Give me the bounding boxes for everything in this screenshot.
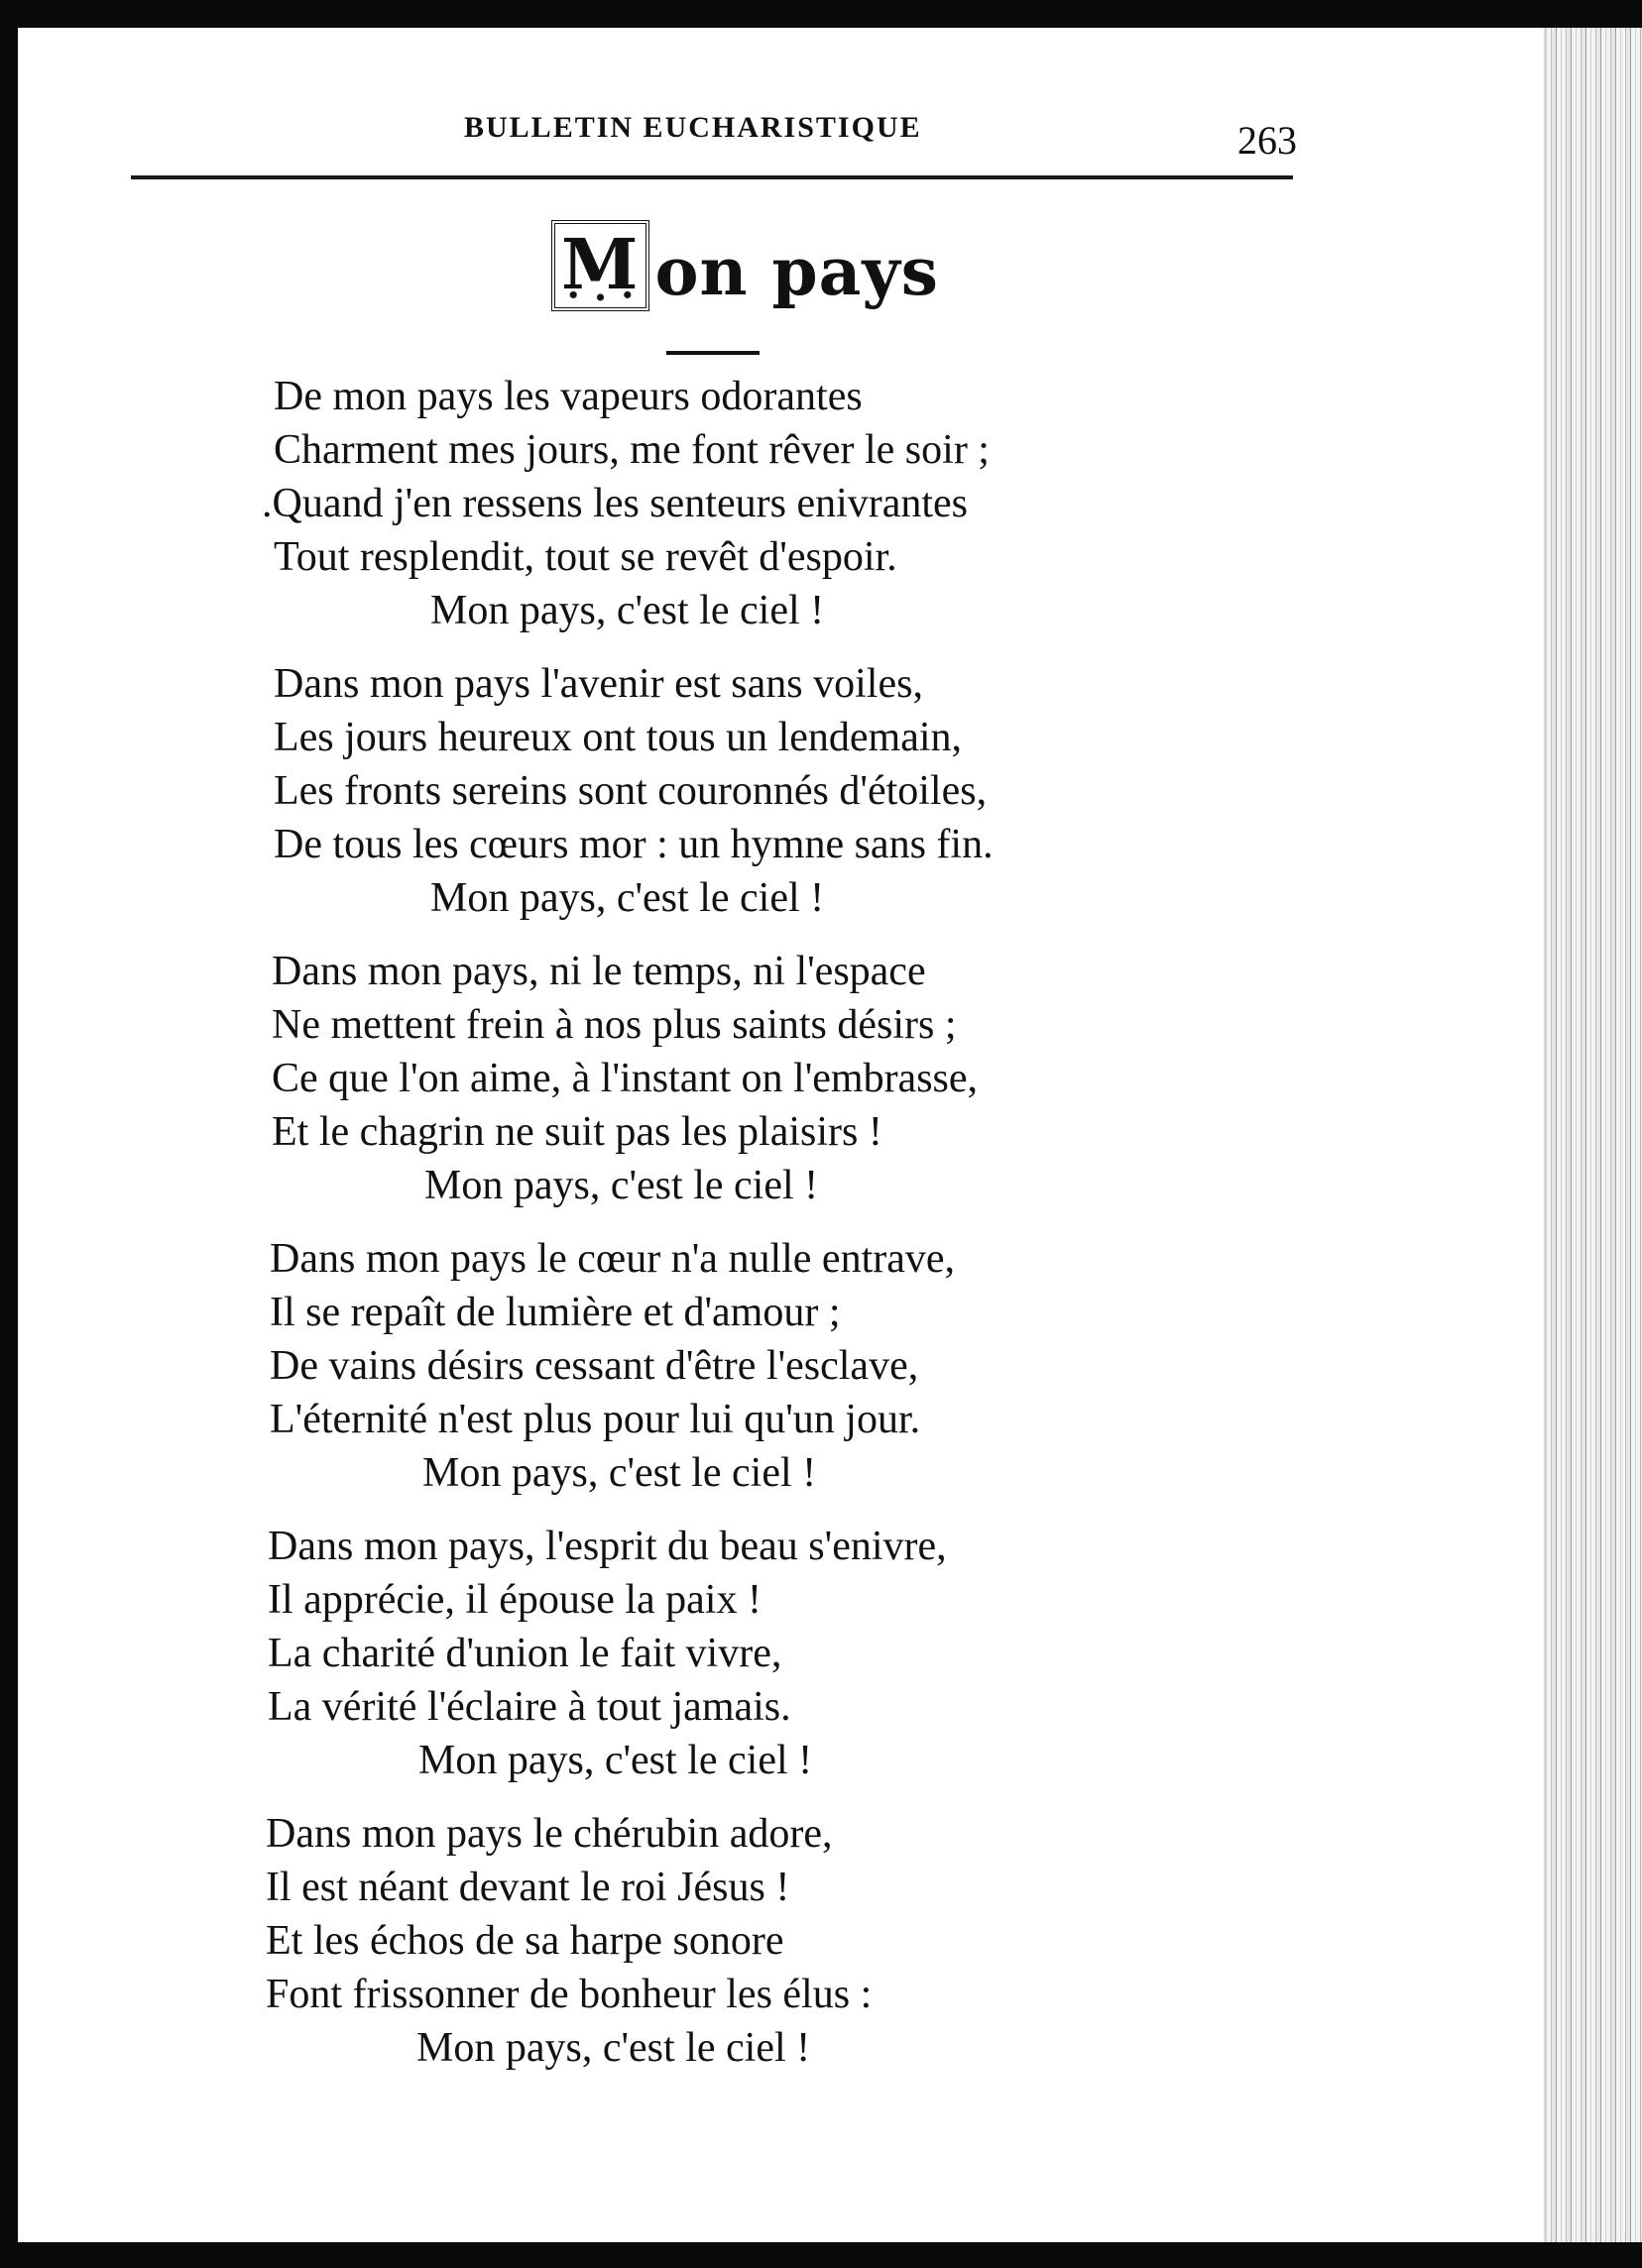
verse-line: De tous les cœurs mor : un hymne sans fin. (274, 822, 994, 867)
refrain: Mon pays, c'est le ciel ! (422, 1450, 817, 1496)
title-text: on pays (654, 233, 939, 310)
verse-line: L'éternité n'est plus pour lui qu'un jour. (270, 1397, 921, 1442)
verse-line: Les fronts sereins sont couronnés d'étoiles, (274, 768, 988, 814)
verse-line: Tout resplendit, tout se revêt d'espoir. (274, 534, 897, 580)
verse-line: Ne mettent frein à nos plus saints désirs ; (272, 1002, 957, 1048)
verse-line: De mon pays les vapeurs odorantes (274, 374, 863, 419)
verse-line: Il se repaît de lumière et d'amour ; (270, 1290, 841, 1335)
running-title: BULLETIN EUCHARISTIQUE (464, 111, 922, 144)
verse-line: Charment mes jours, me font rêver le soir ; (274, 427, 990, 473)
verse-line: Dans mon pays, l'esprit du beau s'enivre, (268, 1524, 947, 1569)
verse-line: Et le chagrin ne suit pas les plaisirs ! (272, 1109, 882, 1155)
ornamental-initial: M (551, 220, 649, 311)
verse-line: Dans mon pays le chérubin adore, (266, 1811, 833, 1857)
page-number: 263 (1237, 118, 1297, 163)
verse-line: La charité d'union le fait vivre, (268, 1631, 782, 1676)
verse-line: Il apprécie, il épouse la paix ! (268, 1577, 762, 1623)
refrain: Mon pays, c'est le ciel ! (418, 1738, 813, 1783)
verse-line: Il est néant devant le roi Jésus ! (266, 1865, 790, 1910)
verse-line: La vérité l'éclaire à tout jamais. (268, 1684, 791, 1730)
refrain: Mon pays, c'est le ciel ! (416, 2025, 811, 2071)
verse-line: Les jours heureux ont tous un lendemain, (274, 715, 963, 760)
refrain: Mon pays, c'est le ciel ! (424, 1163, 819, 1208)
verse-line: Dans mon pays le cœur n'a nulle entrave, (270, 1236, 956, 1282)
verse-line: Dans mon pays, ni le temps, ni l'espace (272, 949, 926, 994)
verse-line: Dans mon pays l'avenir est sans voiles, (274, 661, 923, 707)
verse-line: .Quand j'en ressens les senteurs enivrantes (262, 481, 969, 526)
refrain: Mon pays, c'est le ciel ! (430, 588, 825, 633)
verse-line: Et les échos de sa harpe sonore (266, 1918, 784, 1964)
refrain: Mon pays, c'est le ciel ! (430, 875, 825, 921)
verse-line: Font frissonner de bonheur les élus : (266, 1972, 873, 2017)
verse-line: De vains désirs cessant d'être l'esclave, (270, 1343, 919, 1389)
verse-line: Ce que l'on aime, à l'instant on l'embrasse, (272, 1056, 979, 1101)
